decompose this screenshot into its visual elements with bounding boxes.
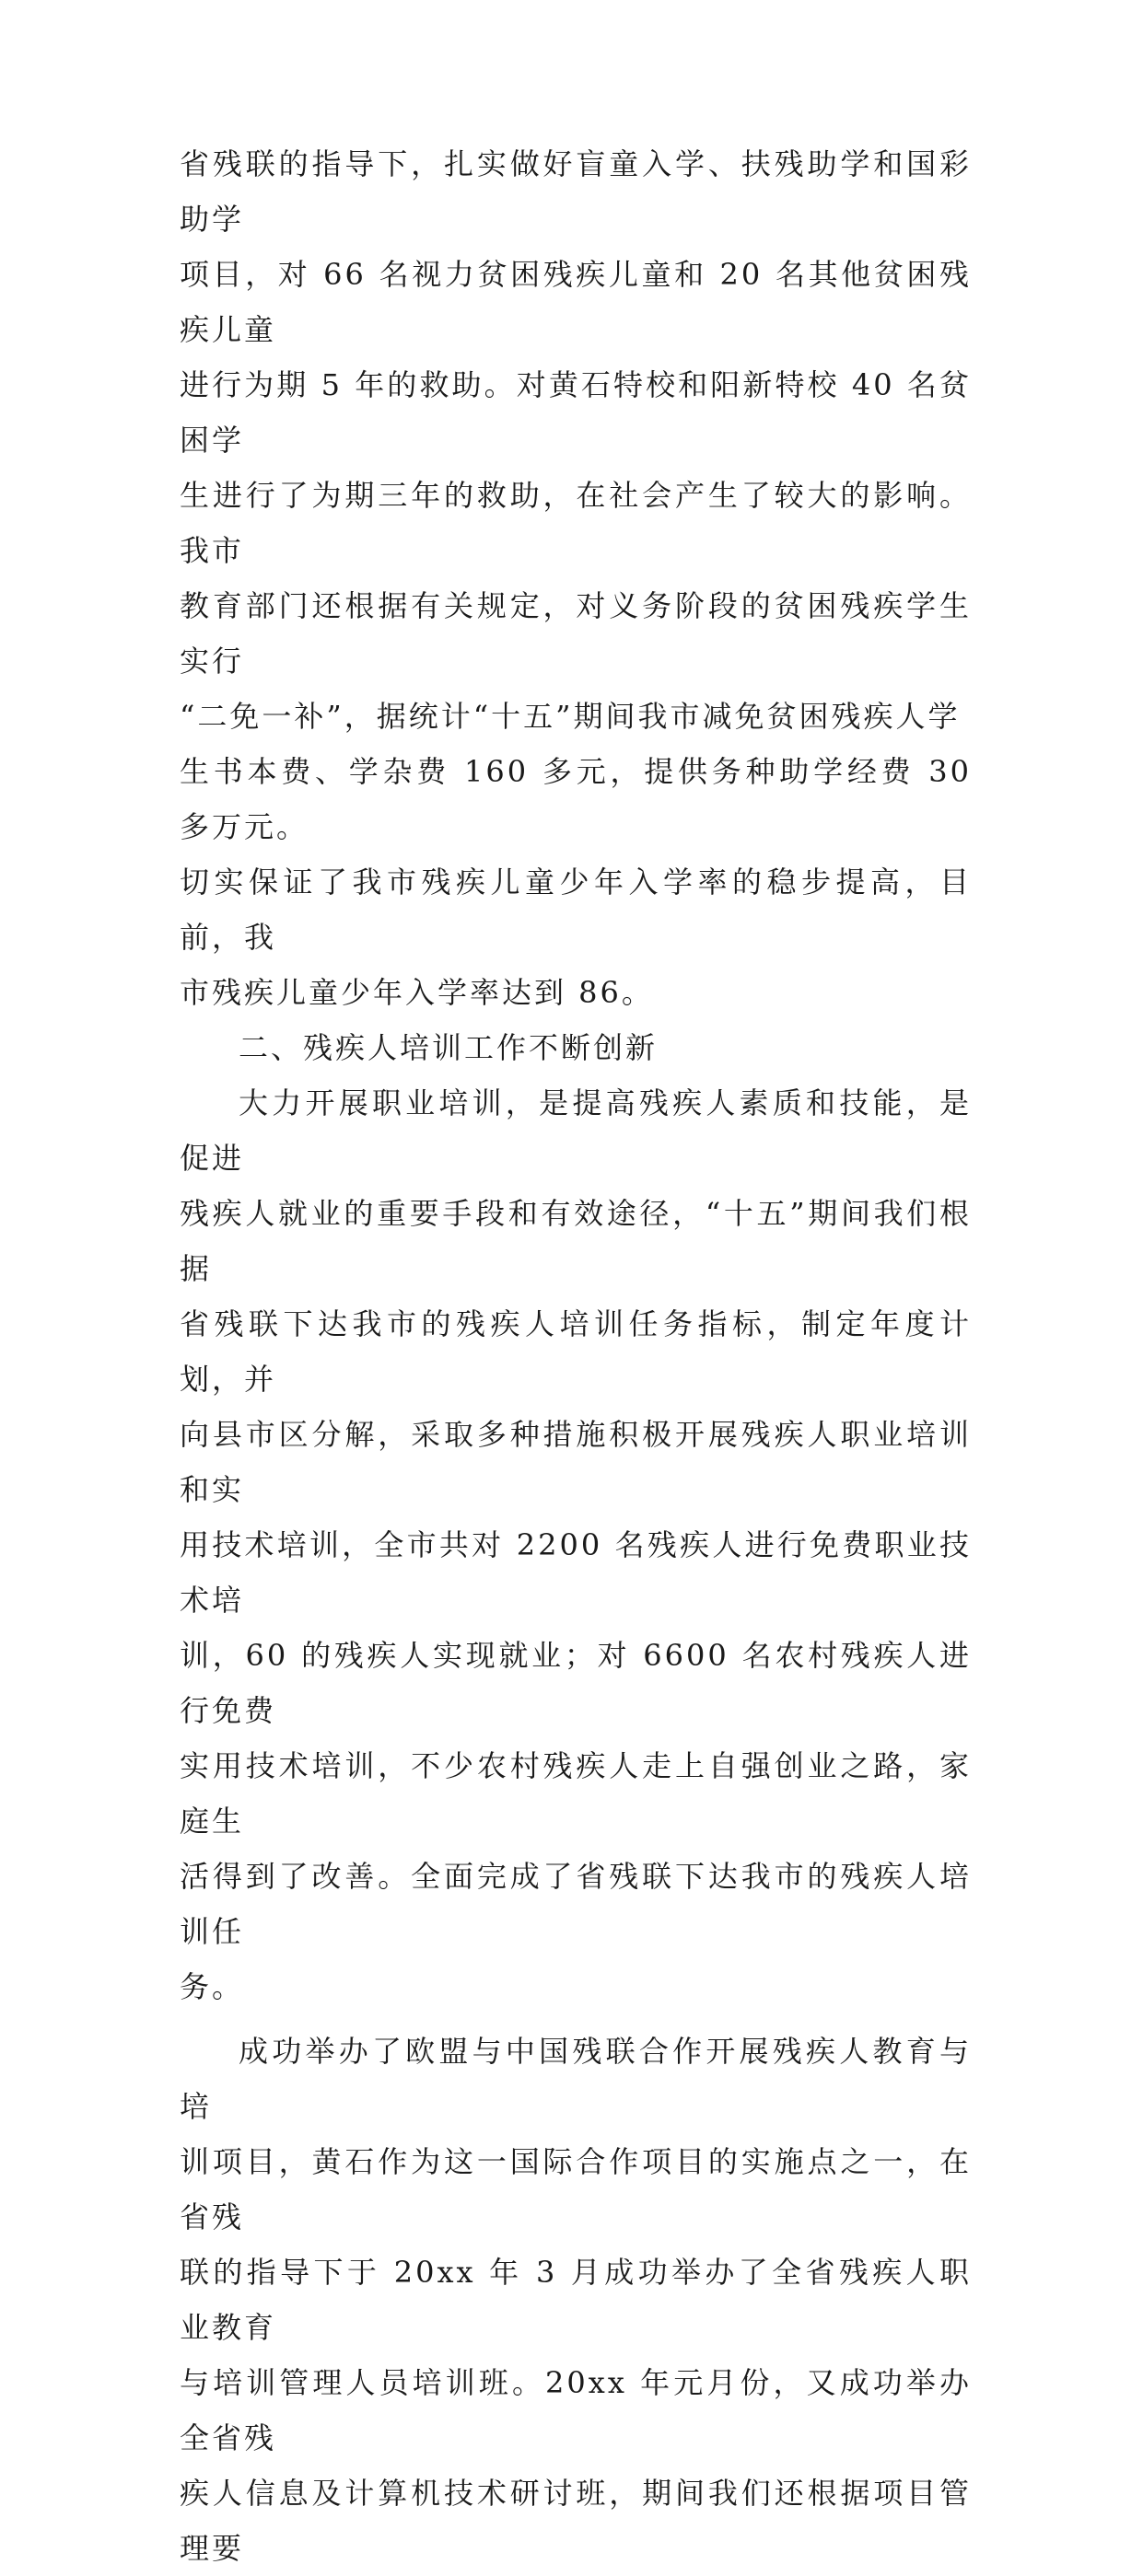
- text-line: 生进行了为期三年的救助，在社会产生了较大的影响。我市: [180, 478, 972, 568]
- text-line: 进行为期 5 年的救助。对黄石特校和阳新特校 40 名贫困学: [180, 367, 972, 458]
- text-line: 成功举办了欧盟与中国残联合作开展残疾人教育与培: [180, 2034, 972, 2124]
- paragraph-education-aid: [180, 136, 972, 1020]
- text-line: 联的指导下于 20xx 年 3 月成功举办了全省残疾人职业教育: [180, 2255, 972, 2345]
- text-line: 残疾人就业的重要手段和有效途径，“十五”期间我们根据: [180, 1196, 972, 1286]
- text-line: 教育部门还根据有关规定，对义务阶段的贫困残疾学生实行: [180, 588, 972, 679]
- text-line: 实用技术培训，不少农村残疾人走上自强创业之路，家庭生: [180, 1748, 972, 1839]
- text-line: 省残联下达我市的残疾人培训任务指标，制定年度计划，并: [180, 1306, 972, 1397]
- text-line: 活得到了改善。全面完成了省残联下达我市的残疾人培训任: [180, 1859, 972, 1949]
- text-line: 用技术培训，全市共对 2200 名残疾人进行免费职业技术培: [180, 1527, 972, 1618]
- document-page: [180, 136, 972, 2576]
- text-line: 大力开展职业培训，是提高残疾人素质和技能，是促进: [180, 1085, 972, 1176]
- text-line: 市残疾儿童少年入学率达到 86。: [180, 975, 654, 1010]
- text-line: 切实保证了我市残疾儿童少年入学率的稳步提高，目前，我: [180, 864, 972, 955]
- paragraph-eu-project: [180, 2024, 972, 2576]
- text-line: 向县市区分解，采取多种措施积极开展残疾人职业培训和实: [180, 1417, 972, 1507]
- paragraph-vocational-training: [180, 1075, 972, 2014]
- text-line: 务。: [180, 1969, 245, 2004]
- text-line: 训项目，黄石作为这一国际合作项目的实施点之一，在省残: [180, 2144, 972, 2234]
- text-line: “二免一补”，据统计“十五”期间我市减免贫困残疾人学: [180, 699, 961, 734]
- text-line: 生书本费、学杂费 160 多元，提供务种助学经费 30 多万元。: [180, 754, 972, 844]
- text-line: 项目，对 66 名视力贫困残疾儿童和 20 名其他贫困残疾儿童: [180, 257, 972, 347]
- section-heading: 二、残疾人培训工作不断创新: [239, 1030, 659, 1065]
- text-line: 省残联的指导下，扎实做好盲童入学、扶残助学和国彩助学: [180, 146, 972, 237]
- text-line: 与培训管理人员培训班。20xx 年元月份，又成功举办全省残: [180, 2365, 972, 2455]
- text-line: 训，60 的残疾人实现就业；对 6600 名农村残疾人进行免费: [180, 1638, 972, 1728]
- text-line: 疾人信息及计算机技术研讨班，期间我们还根据项目管理要: [180, 2476, 972, 2566]
- paragraph-spacer: [180, 2014, 972, 2024]
